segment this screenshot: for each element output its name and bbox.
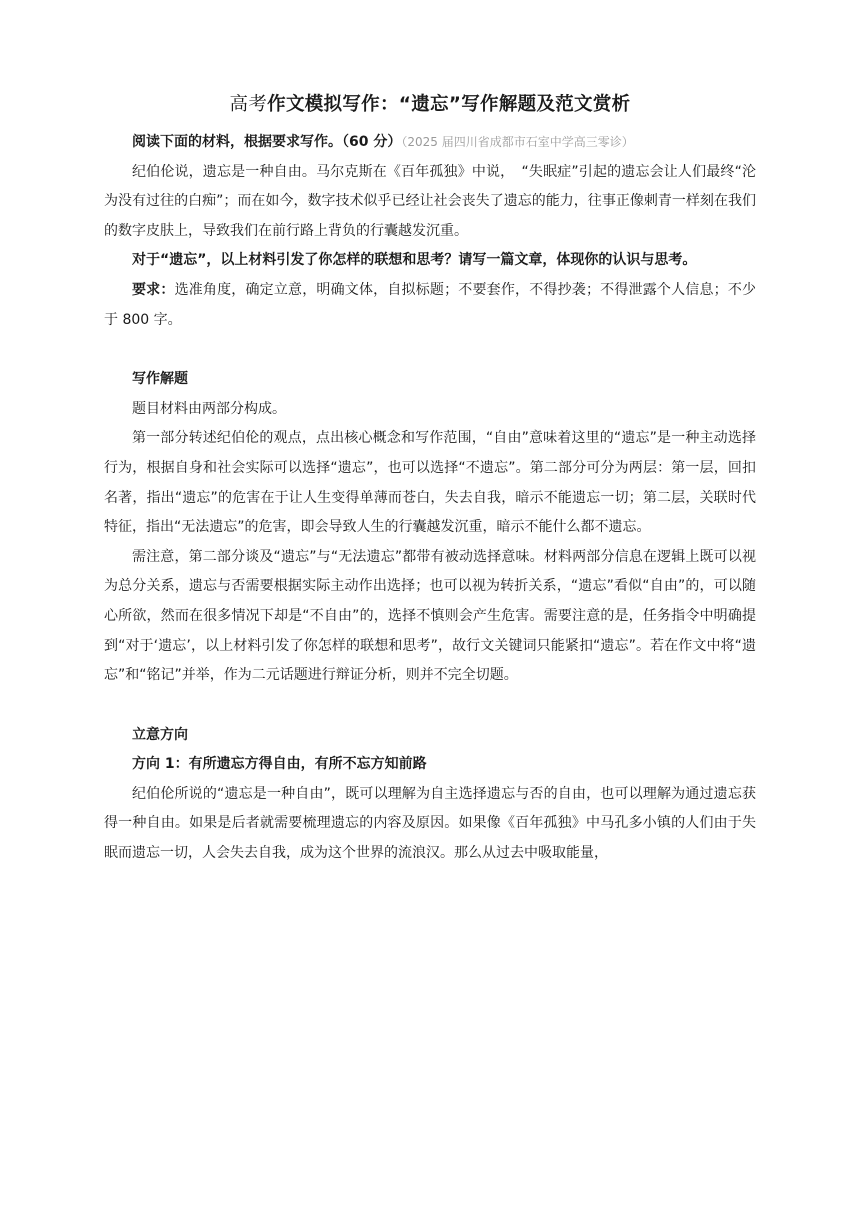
direction-subheading: 方向 1：有所遗忘方得自由，有所不忘方知前路 [132,756,427,773]
analysis-paragraph-1: 题目材料由两部分构成。 [132,400,286,417]
direction-paragraph: 纪伯伦所说的“遗忘是一种自由”，既可以理解为自主选择遗忘与否的自由，也可以理解为通过遗忘获得一种自由。如果是后者就需要梳理遗忘的内容及原因。如果像《百年孤独》中马孔多小镇的人们由于失眠而遗忘一切，人会失去自我，成为这个世界的流浪汉。那么从过去中吸取能量， [104,785,756,862]
question-paragraph: 对于“遗忘”，以上材料引发了你怎样的联想和思考？请写一篇文章，体现你的认识与思考。 [132,252,697,269]
requirement-label: 要求： [132,281,175,298]
material-paragraph: 纪伯伦说，遗忘是一种自由。马尔克斯在《百年孤独》中说， “失眠症”引起的遗忘会让人们最终“沦为没有过往的白痴”；而在如今，数字技术似乎已经让社会丧失了遗忘的能力，往事正像刺青一样刻在我们的数字皮肤上，导致我们在前行路上背负的行囊越发沉重。 [104,163,756,239]
instruction-source: （2025 届四川省成都市石室中学高三零诊） [401,135,634,149]
requirement-paragraph [104,276,756,335]
document-title [104,92,756,118]
spacer [104,335,756,365]
title-prefix: 高考 [229,94,268,115]
title-main: 作文模拟写作：“遗忘”写作解题及范文赏析 [267,94,631,115]
instruction-text: 阅读下面的材料，根据要求写作。（60 分） [132,134,402,150]
analysis-heading: 写作解题 [132,371,188,388]
requirement-text: 选准角度，确定立意，明确文体，自拟标题；不要套作，不得抄袭；不得泄露个人信息；不少于 800 字。 [104,281,757,328]
spacer [104,691,756,721]
instruction-line [104,128,756,158]
analysis-paragraph-3: 需注意，第二部分谈及“遗忘”与“无法遗忘”都带有被动选择意味。材料两部分信息在逻辑上既可以视为总分关系，遗忘与否需要根据实际主动作出选择；也可以视为转折关系，“遗忘”看似“自由”的，可以随心所欲，然而在很多情况下却是“不自由”的，选择不慎则会产生危害。需要注意的是，任务指令中明确提到“对于‘遗忘’，以上材料引发了你怎样的联想和思考”，故行文关键词只能紧扣“遗忘”。若在作文中将“遗忘”和“铭记”并举，作为二元话题进行辩证分析，则并不完全切题。 [104,548,756,684]
analysis-paragraph-2: 第一部分转述纪伯伦的观点，点出核心概念和写作范围，“自由”意味着这里的“遗忘”是一种主动选择行为，根据自身和社会实际可以选择“遗忘”，也可以选择“不遗忘”。第二部分可分为两层：第一层，回扣名著，指出“遗忘”的危害在于让人生变得单薄而苍白，失去自我，暗示不能遗忘一切；第二层，关联时代特征，指出“无法遗忘”的危害，即会导致人生的行囊越发沉重，暗示不能什么都不遗忘。 [104,430,756,536]
direction-heading: 立意方向 [132,726,188,743]
